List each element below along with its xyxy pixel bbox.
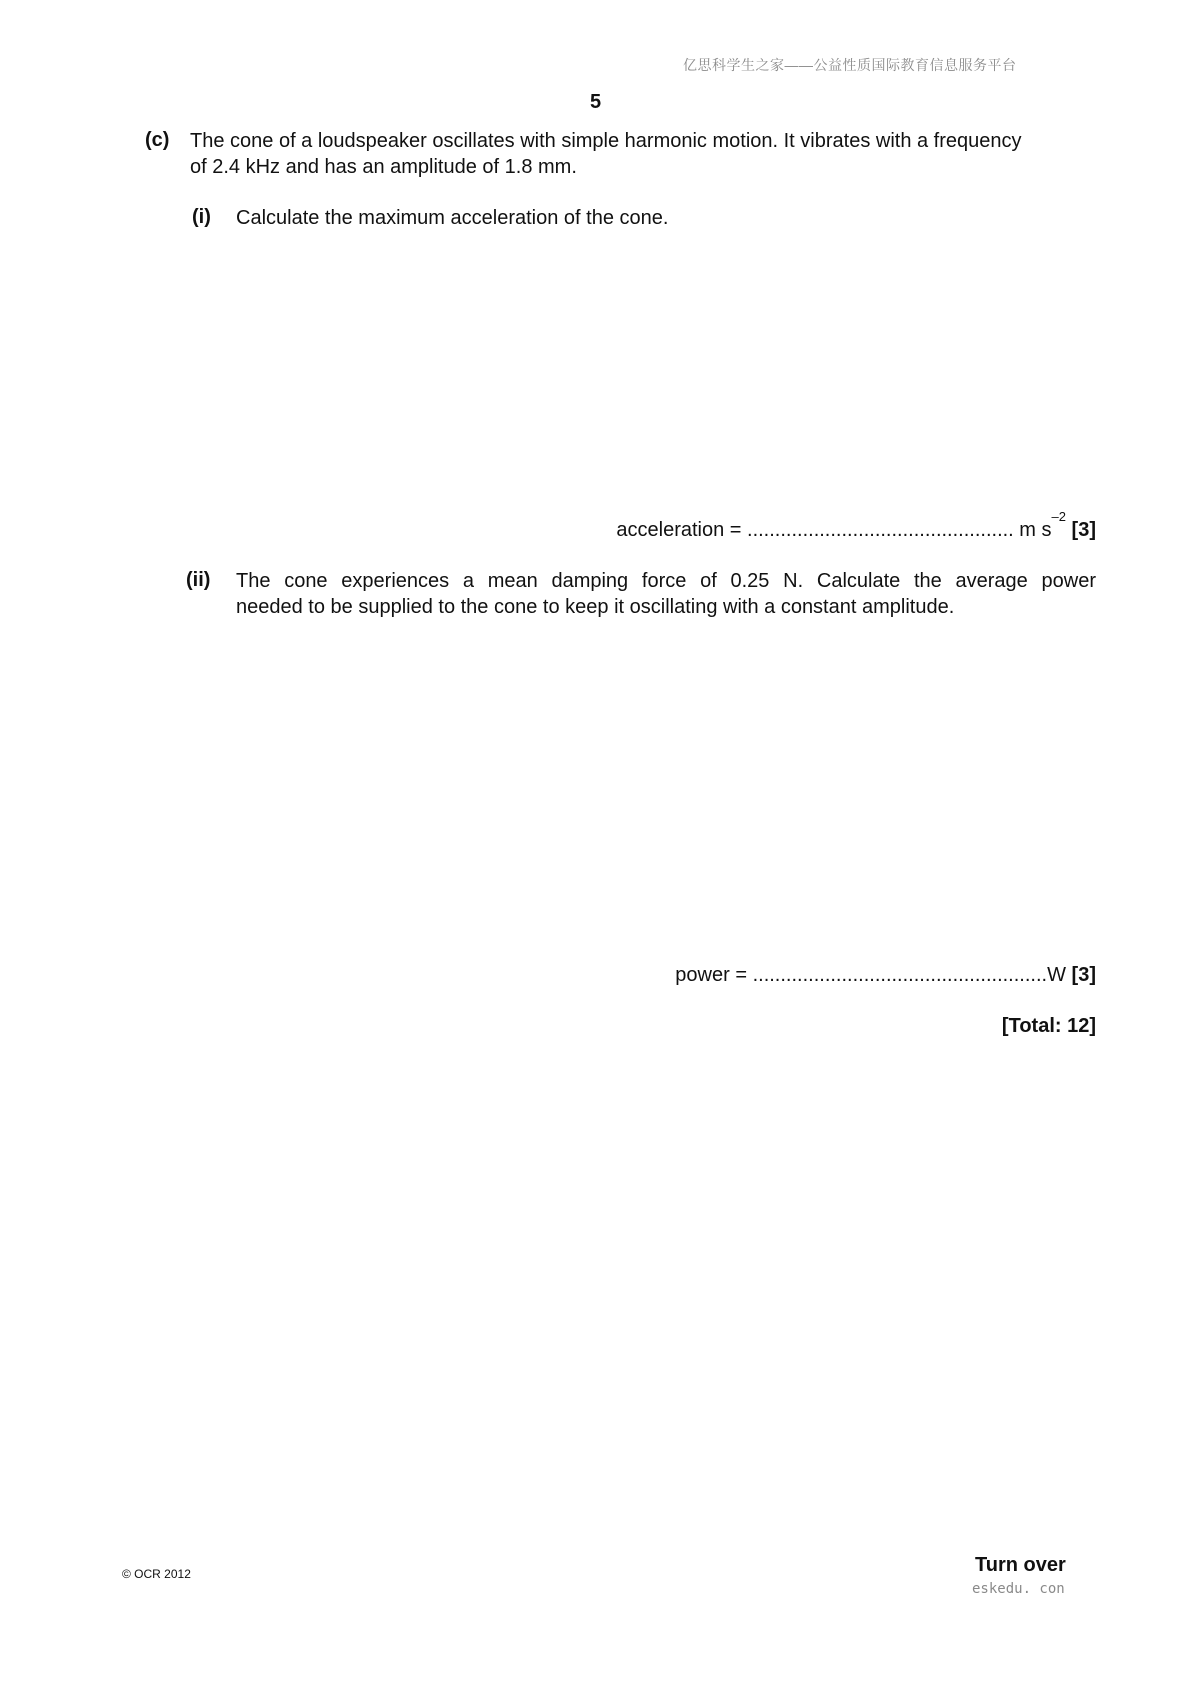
part-i-marks: [3] [1071,519,1096,541]
power-label: power = [675,964,748,986]
power-unit: W [1047,964,1066,986]
part-ii-line-1: The cone experiences a mean damping force of 0.25 N. Calculate the average power [236,570,1096,592]
part-i-label: (i) [192,206,211,228]
turn-over-label: Turn over [975,1554,1066,1576]
watermark-footer: eskedu. con [972,1581,1065,1597]
copyright-footer: © OCR 2012 [122,1567,191,1581]
power-answer-line [675,964,1096,987]
part-ii-label: (ii) [186,569,211,591]
acceleration-label: acceleration = [616,519,742,541]
acceleration-unit: m $s^{-2}$ [1019,509,1066,541]
part-i-question: Calculate the maximum acceleration of the cone. [236,207,669,229]
acceleration-answer-field[interactable]: ................................................ [747,519,1014,541]
total-marks: [Total: 12] [1001,1015,1096,1037]
part-ii-line-2: needed to be supplied to the cone to keep it oscillating with a constant amplitude. [236,596,955,618]
acceleration-answer-line [616,509,1096,542]
part-c-line-1: The cone of a loudspeaker oscillates with simple harmonic motion. It vibrates with a frequency [190,130,1022,152]
part-ii-question [236,568,1096,620]
part-c-line-2: of 2.4 kHz and has an amplitude of 1.8 mm. [190,156,577,178]
power-answer-field[interactable]: ..................................................... [752,964,1048,986]
part-c-label: (c) [145,129,170,151]
part-c-question [190,128,1096,180]
part-ii-marks: [3] [1071,964,1096,986]
watermark-header: 亿思科学生之家——公益性质国际教育信息服务平台 [683,57,1017,73]
page-number: 5 [589,91,602,113]
